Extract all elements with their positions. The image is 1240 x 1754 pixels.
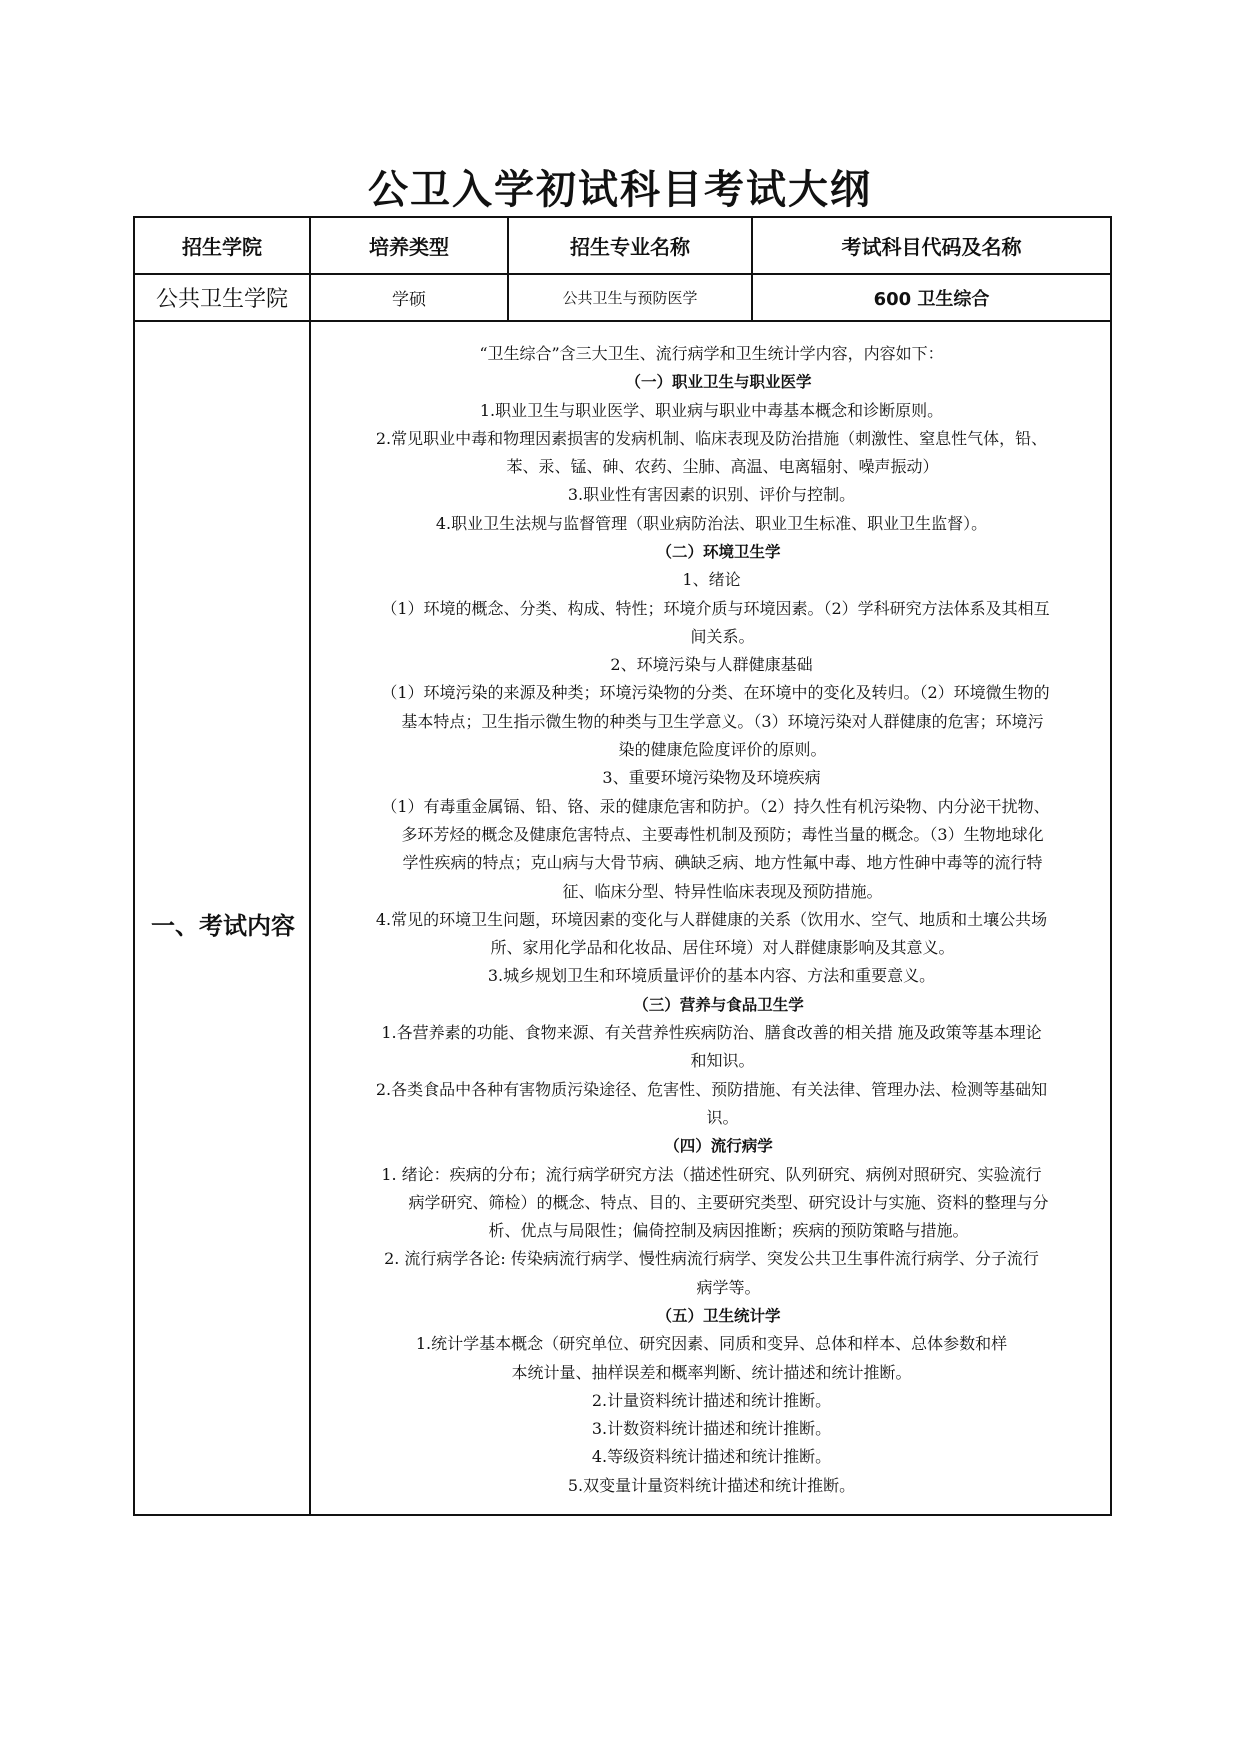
- content-line: （1）环境污染的来源及种类；环境污染物的分类、在环境中的变化及转归。（2）环境微生物的: [381, 683, 1050, 703]
- content-heading: （一）职业卫生与职业医学: [625, 373, 812, 392]
- content-line: 5.双变量计量资料统计描述和统计推断。: [567, 1475, 856, 1495]
- section-content: [310, 321, 1111, 1515]
- content-line: 基本特点；卫生指示微生物的种类与卫生学意义。（3）环境污染对人群健康的危害；环境污: [401, 711, 1044, 731]
- header-major-name: 招生专业名称: [508, 217, 752, 274]
- table-row: [134, 274, 1111, 321]
- content-line: 病学研究、筛检）的概念、特点、目的、主要研究类型、研究设计与实施、资料的整理与分: [408, 1192, 1049, 1212]
- content-line: （1）环境的概念、分类、构成、特性；环境介质与环境因素。（2）学科研究方法体系及其相互: [381, 598, 1050, 618]
- content-line: 和知识。: [690, 1051, 755, 1071]
- content-row: [134, 321, 1111, 1515]
- content-line: 所、家用化学品和化妆品、居住环境）对人群健康影响及其意义。: [490, 938, 955, 958]
- content-heading: （五）卫生统计学: [656, 1307, 781, 1325]
- cell-subject-code-name: 600 卫生综合: [752, 274, 1111, 321]
- content-line: 3.城乡规划卫生和环境质量评价的基本内容、方法和重要意义。: [487, 966, 936, 986]
- content-heading: （二）环境卫生学: [656, 542, 781, 561]
- content-line: 1、绪论: [682, 570, 741, 590]
- content-line: 2.常见职业中毒和物理因素损害的发病机制、临床表现及防治措施（刺激性、窒息性气体，铅、: [375, 428, 1048, 448]
- cell-college: 公共卫生学院: [134, 274, 310, 321]
- content-heading: （三）营养与食品卫生学: [633, 995, 804, 1014]
- content-heading: （四）流行病学: [664, 1137, 773, 1156]
- cell-training-type: 学硕: [310, 274, 508, 321]
- syllabus-table: [133, 216, 1112, 1516]
- content-line: 析、优点与局限性；偏倚控制及病因推断；疾病的预防策略与措施。: [488, 1221, 969, 1241]
- content-line: 多环芳烃的概念及健康危害特点、主要毒性机制及预防；毒性当量的概念。（3）生物地球化: [401, 824, 1044, 844]
- header-college: 招生学院: [134, 217, 310, 274]
- content-line: 4.常见的环境卫生问题，环境因素的变化与人群健康的关系（饮用水、空气、地质和土壤公共场: [375, 909, 1048, 929]
- content-line: “卫生综合”含三大卫生、流行病学和卫生统计学内容，内容如下：: [479, 343, 944, 363]
- table-header-row: [134, 217, 1111, 274]
- content-line: 1.各营养素的功能、食物来源、有关营养性疾病防治、膳食改善的相关措 施及政策等基本理论: [381, 1023, 1042, 1043]
- content-line: 本统计量、抽样误差和概率判断、统计描述和统计推断。: [511, 1362, 912, 1382]
- content-line: 2、环境污染与人群健康基础: [610, 655, 813, 675]
- content-line: 苯、汞、锰、砷、农药、尘肺、高温、电离辐射、噪声振动）: [506, 457, 939, 477]
- content-line: 染的健康危险度评价的原则。: [618, 740, 827, 760]
- content-line: 3、重要环境污染物及环境疾病: [602, 768, 821, 788]
- content-line: 2. 流行病学各论: 传染病流行病学、慢性病流行病学、突发公共卫生事件流行病学、分子流行: [384, 1249, 1039, 1269]
- header-training-type: 培养类型: [310, 217, 508, 274]
- header-subject-code-name: 考试科目代码及名称: [752, 217, 1111, 274]
- content-line: 2.各类食品中各种有害物质污染途径、危害性、预防措施、有关法律、管理办法、检测等基础知: [375, 1079, 1048, 1099]
- content-line: 1.职业卫生与职业医学、职业病与职业中毒基本概念和诊断原则。: [479, 400, 944, 420]
- cell-major-name: 公共卫生与预防医学: [508, 274, 752, 321]
- content-line: 病学等。: [696, 1277, 761, 1297]
- content-line: 1.统计学基本概念（研究单位、研究因素、同质和变异、总体和样本、总体参数和样: [415, 1334, 1008, 1354]
- content-line: 2.计量资料统计描述和统计推断。: [591, 1390, 832, 1410]
- content-line: 3.计数资料统计描述和统计推断。: [591, 1419, 832, 1439]
- section-label: 一、考试内容: [134, 321, 310, 1515]
- content-line: 1. 绪论：疾病的分布；流行病学研究方法（描述性研究、队列研究、病例对照研究、实验流行: [381, 1164, 1042, 1184]
- content-line: （1）有毒重金属镉、铅、铬、汞的健康危害和防护。（2）持久性有机污染物、内分泌干扰物、: [381, 796, 1050, 816]
- content-line: 间关系。: [690, 626, 755, 646]
- content-line: 识。: [706, 1107, 739, 1127]
- page-title: 公卫入学初试科目考试大纲: [368, 167, 872, 213]
- content-line: 学性疾病的特点；克山病与大骨节病、碘缺乏病、地方性氟中毒、地方性砷中毒等的流行特: [402, 853, 1043, 873]
- content-line: 4.职业卫生法规与监督管理（职业病防治法、职业卫生标准、职业卫生监督）。: [435, 513, 988, 533]
- content-line: 4.等级资料统计描述和统计推断。: [591, 1447, 832, 1467]
- content-line: 3.职业性有害因素的识别、评价与控制。: [567, 485, 856, 505]
- content-line: 征、临床分型、特异性临床表现及预防措施。: [562, 881, 883, 901]
